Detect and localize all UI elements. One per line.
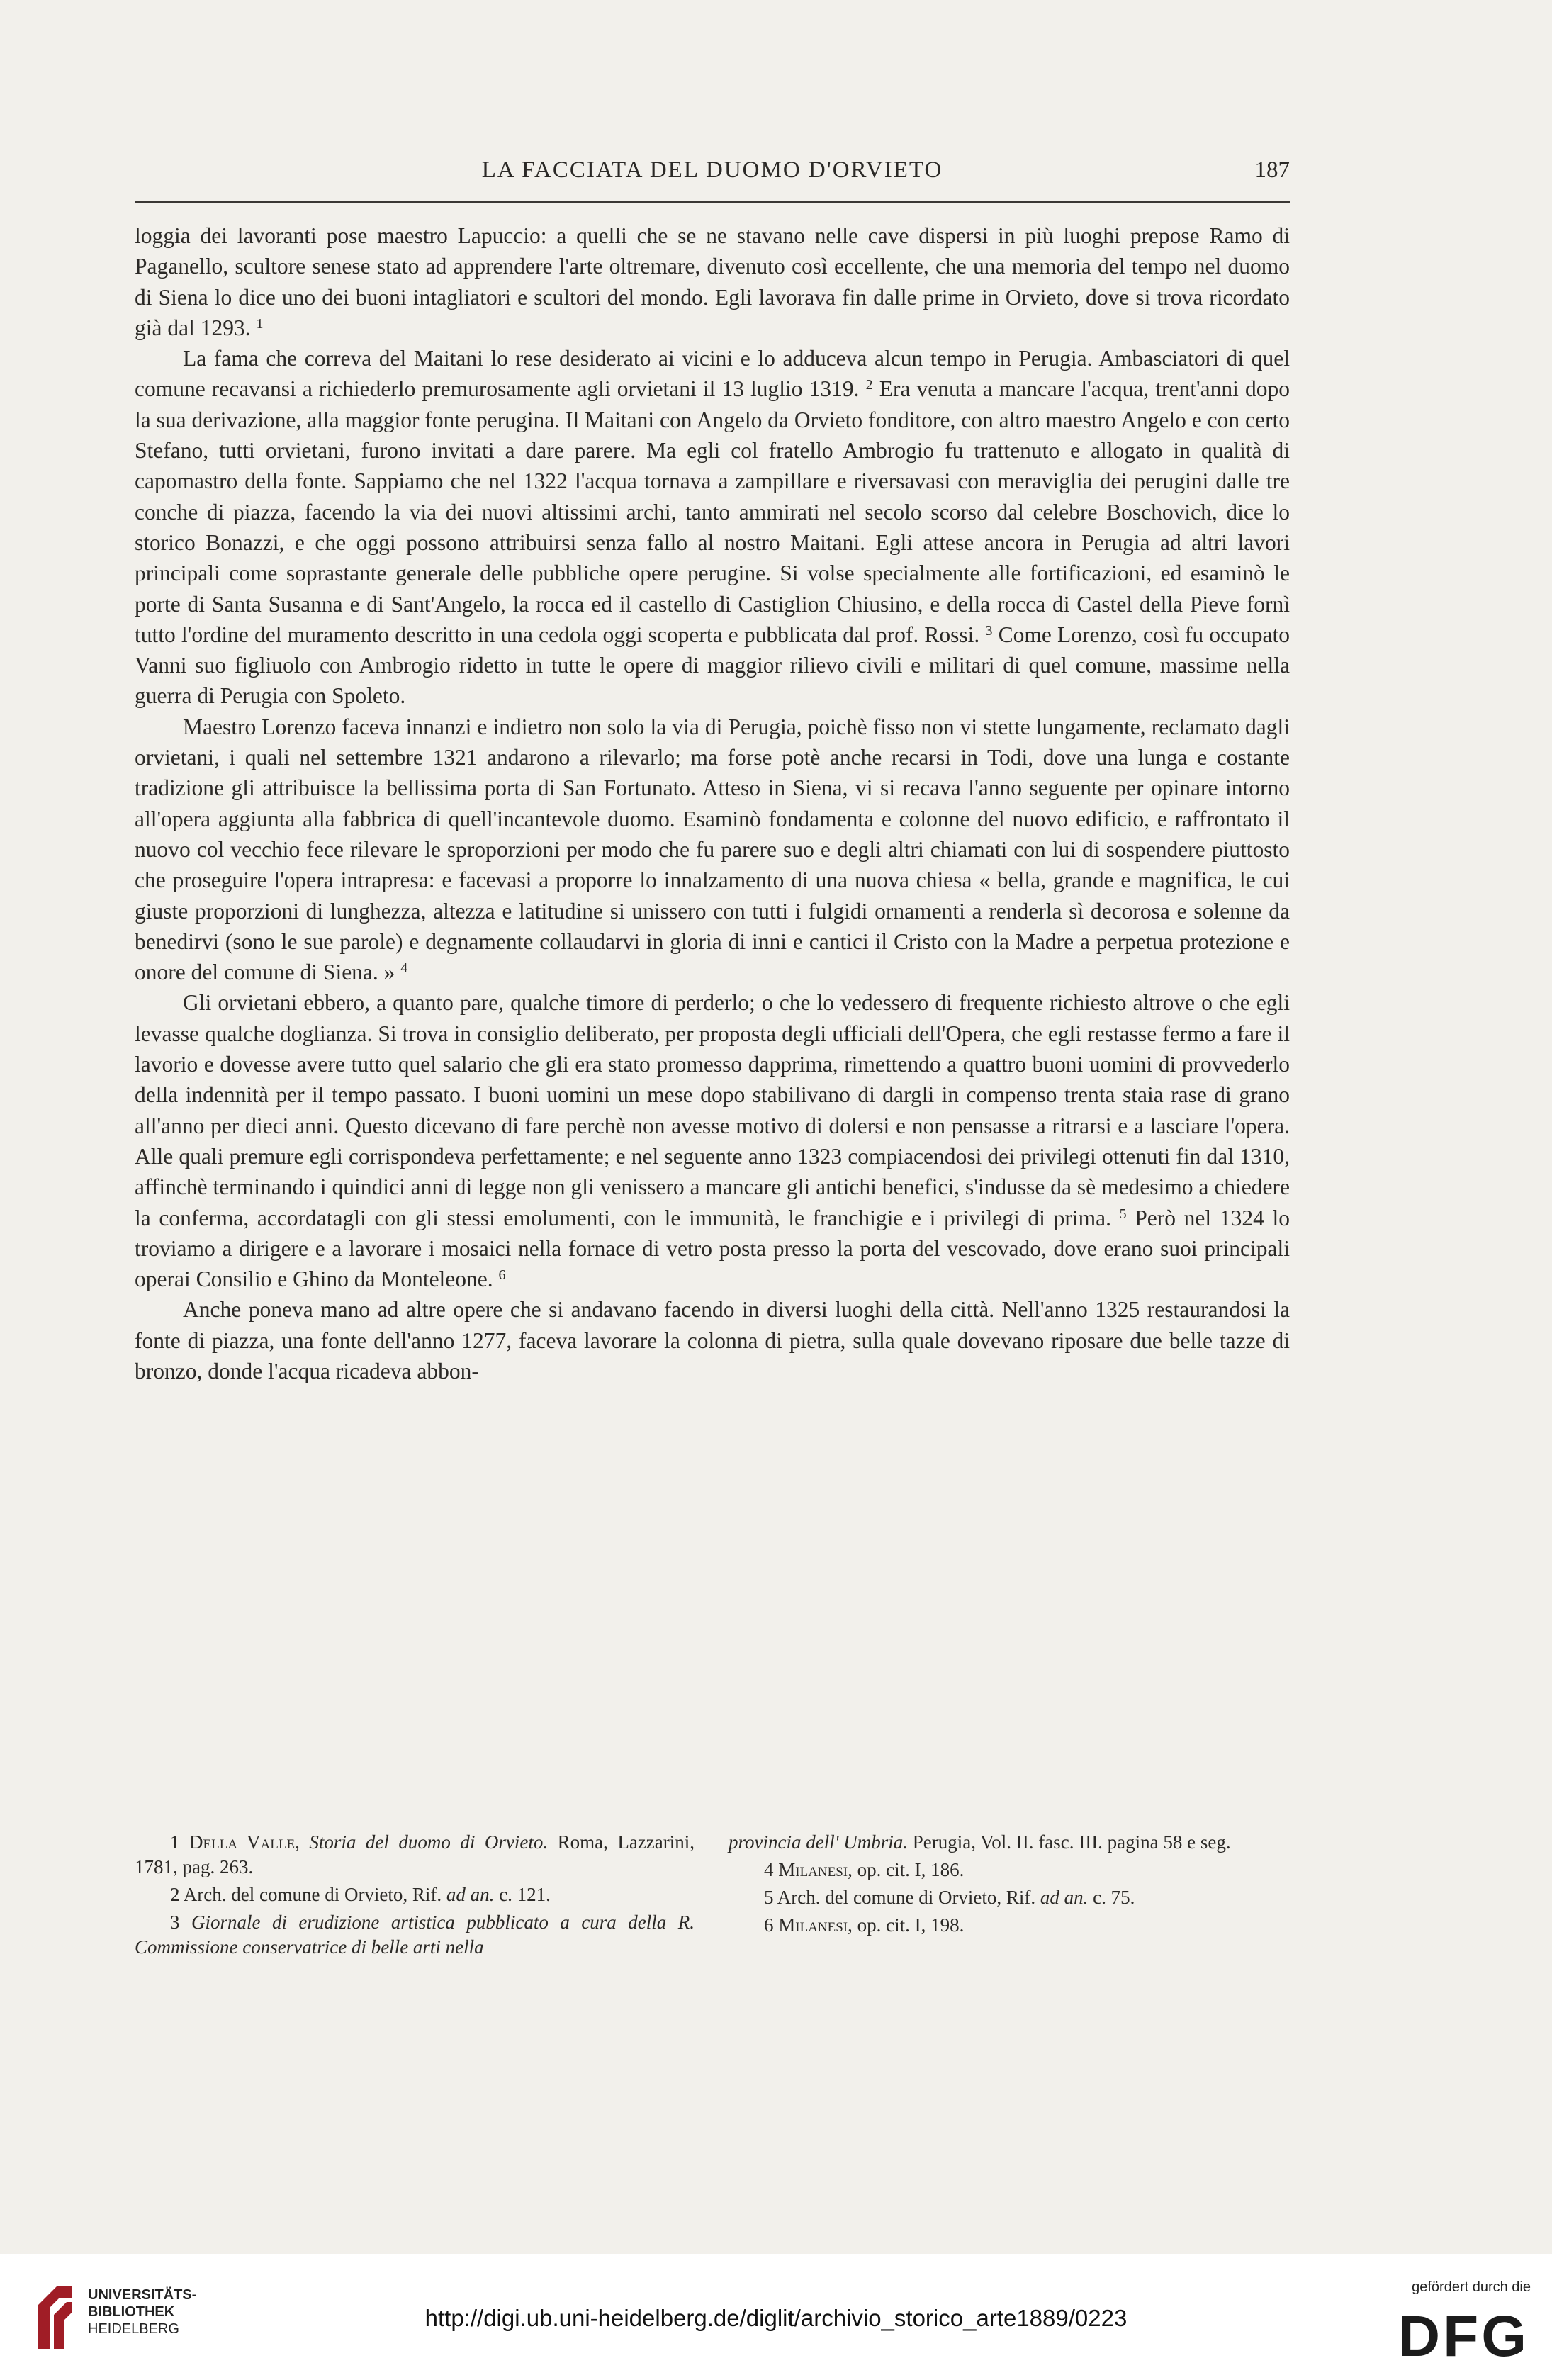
footnote-reference: 2 [865, 377, 873, 393]
paragraph [135, 712, 1290, 988]
text-run: loggia dei lavoranti pose maestro Lapuccio: a quelli che se ne stavano nelle cave dispersi in più luoghi prepose Ramo di Paganello, scultore senese stato ad apprendere l'arte oltremare, divenuto così eccellente, che una memoria del tempo nel duomo di Siena lo dice uno dei buoni intagliatori e scultori del mondo. Egli lavorava fin dalle prime in Orvieto, dove si trova ricordato già dal 1293. [135, 223, 1290, 340]
italic-text: Giornale di erudizione artistica pubblicato a cura della R. Commissione conservatrice di belle arti nella [135, 1912, 695, 1958]
text-run: La fama che correva del Maitani lo rese desiderato ai vicini e lo adduceva alcun tempo in Perugia. Ambasciatori di quel comune recavansi a richiederlo premurosamente agli orvietani il 13 luglio 1319. [135, 346, 1290, 402]
text-run: Roma, Lazzarini, 1781, pag. 263. [135, 1831, 695, 1877]
footnote [729, 1858, 1290, 1882]
paragraph [135, 987, 1290, 1294]
italic-text: Storia del duomo di Orvieto. [309, 1831, 549, 1853]
footnote [135, 1882, 695, 1907]
italic-text: provincia dell' Umbria. [729, 1831, 908, 1853]
library-name-line2: BIBLIOTHEK [88, 2304, 175, 2320]
paragraph [135, 343, 1290, 712]
page-header [135, 157, 1290, 200]
small-caps-author: Milanesi [778, 1859, 848, 1880]
text-run: Maestro Lorenzo faceva innanzi e indietro non solo la via di Perugia, poichè fisso non vi stette lungamente, reclamato dagli orvietani, i quali nel settembre 1321 andarono a rilevarlo; ma forse potè anche recarsi in Todi, dove una lunga e costante tradizione gli attribuisce la bellissima porta di San Fortunato. Atteso in Siena, vi si recava l'anno seguente per opinare intorno all'opera aggiunta alla fabbrica di quell'incantevole duomo. Esaminò fondamenta e colonne del nuovo edificio, e raffrontato il nuovo col vecchio fece rilevare le sproporzioni per modo che fu parere suo e degli altri chiamati con lui di sospendere piuttosto che proseguire l'opera intrapresa: e facevasi a proporre lo innalzamento di una nuova chiesa « bella, grande e magnifica, le cui giuste proporzioni di lunghezza, altezza e latitudine si unissero con tutti i fulgidi ornamenti a renderla sì decorosa e solenne da benedirvi (sono le sue parole) e degnamente collaudarvi in gloria di inni e cantici il Cristo con la Madre a perpetua protezione e onore del comune di Siena. » [135, 714, 1290, 985]
library-name-line1: UNIVERSITÄTS- [88, 2287, 197, 2303]
footnote-reference: 6 [498, 1267, 506, 1284]
footer-bar [0, 2254, 1552, 2380]
library-name-line3: HEIDELBERG [88, 2321, 179, 2337]
footnote [729, 1913, 1290, 1938]
text-run: Anche poneva mano ad altre opere che si andavano facendo in diversi luoghi della città. Nell'anno 1325 restaurandosi la fonte di piazza, una fonte dell'anno 1277, faceva lavorare la colonna di pietra, sulla quale dovevano riposare due belle tazze di bronzo, donde l'acqua ricadeva abbon- [135, 1297, 1290, 1383]
footnote [729, 1830, 1290, 1855]
footnote-reference: 5 [1119, 1206, 1127, 1222]
text-run: Però nel 1324 lo troviamo a dirigere e a lavorare i mosaici nella fornace di vetro posta presso la porta del vescovado, dove erano suoi principali operai Consilio e Ghino da Monteleone. [135, 1205, 1290, 1292]
text-run: , [295, 1831, 310, 1853]
footnote-reference: 1 [256, 315, 264, 332]
italic-text: ad an. [446, 1884, 495, 1905]
text-run: c. 75. [1088, 1887, 1135, 1908]
text-run: Come Lorenzo, così fu occupato Vanni suo figliuolo con Ambrogio ridetto in tutte le opere di maggior rilievo civili e militari di quel comune, massime nella guerra di Perugia con Spoleto. [135, 622, 1290, 709]
footnote-reference: 3 [985, 622, 993, 639]
footnote [135, 1830, 695, 1880]
footnote-reference: 4 [400, 960, 408, 977]
paragraph [135, 220, 1290, 343]
running-title: LA FACCIATA DEL DUOMO D'ORVIETO [481, 157, 943, 183]
text-run: c. 121. [494, 1884, 551, 1905]
text-run: 2 Arch. del comune di Orvieto, Rif. [170, 1884, 446, 1905]
body-text [135, 220, 1290, 1386]
funding-caption: gefördert durch die [1412, 2279, 1531, 2295]
header-rule [135, 201, 1290, 203]
small-caps-author: Milanesi [778, 1914, 848, 1936]
footnotes-left-column [135, 1830, 695, 1963]
dfg-logo: DFG [1398, 2304, 1529, 2369]
text-run: , op. cit. I, 186. [848, 1859, 965, 1880]
page-number: 187 [1254, 157, 1290, 183]
paragraph [135, 1294, 1290, 1386]
text-run: 3 [170, 1912, 191, 1933]
footnote [135, 1910, 695, 1960]
text-run: 4 [764, 1859, 779, 1880]
footnotes-right-column [729, 1830, 1290, 1941]
text-run: , op. cit. I, 198. [848, 1914, 965, 1936]
text-run: 5 Arch. del comune di Orvieto, Rif. [764, 1887, 1040, 1908]
text-run: Era venuta a mancare l'acqua, trent'anni dopo la sua derivazione, alla maggior fonte perugina. Il Maitani con Angelo da Orvieto fonditore, con altro maestro Angelo e con certo Stefano, tutti orvietani, furono invitati a dare parere. Ma egli col fratello Ambrogio fu trattenuto e allogato in qualità di capomastro della fonte. Sappiamo che nel 1322 l'acqua tornava a zampillare e riversavasi con meraviglia dei perugini dalle tre conche di piazza, facendo la via dei nuovi altissimi archi, tanto ammirati nel secolo scorso dal celebre Boschovich, dice lo storico Bonazzi, e che oggi possono attribuirsi senza fallo al nostro Maitani. Egli attese ancora in Perugia ad altri lavori principali come soprastante generale delle pubbliche opere perugine. Si volse specialmente alle fortificazioni, ed esaminò le porte di Santa Susanna e di Sant'Angelo, la rocca ed il castello di Castiglion Chiusino, e della rocca di Castel della Pieve fornì tutto l'ordine del muramento descritto in una cedola oggi scoperta e pubblicata dal prof. Rossi. [135, 376, 1290, 647]
italic-text: ad an. [1040, 1887, 1089, 1908]
text-run: Perugia, Vol. II. fasc. III. pagina 58 e seg. [908, 1831, 1231, 1853]
footnote [729, 1885, 1290, 1910]
text-run: 1 [170, 1831, 189, 1853]
small-caps-author: Della Valle [189, 1831, 296, 1853]
text-run: Gli orvietani ebbero, a quanto pare, qualche timore di perderlo; o che lo vedessero di frequente richiesto altrove o che egli levasse qualche doglianza. Si trova in consiglio deliberato, per proposta degli ufficiali dell'Opera, che egli restasse fermo a fare il lavorio e dovesse avere tutto quel salario che gli era stato promesso dapprima, rimettendo a quattro buoni uomini di provvederlo della indennità per il tempo passato. I buoni uomini un mese dopo stabilivano di dargli in compenso trenta staia rase di grano all'anno per dieci anni. Questo dicevano di fare perchè non avesse motivo di dolersi e non pensasse a ritrarsi e a lasciare l'opera. Alle quali premure egli corrispondeva perfettamente; e nel seguente anno 1323 compiacendosi dei privilegi ottenuti fin dal 1310, affinchè terminando i quindici anni di legge non gli venissero a mancare gli antichi benefici, s'indusse da sè medesimo a chiedere la conferma, accordatagli con gli stessi emolumenti, con le immunità, le franchigie e i privilegi di prima. [135, 990, 1290, 1230]
source-url-link[interactable]: http://digi.ub.uni-heidelberg.de/diglit/archivio_storico_arte1889/0223 [424, 2305, 1128, 2331]
text-run: 6 [764, 1914, 779, 1936]
